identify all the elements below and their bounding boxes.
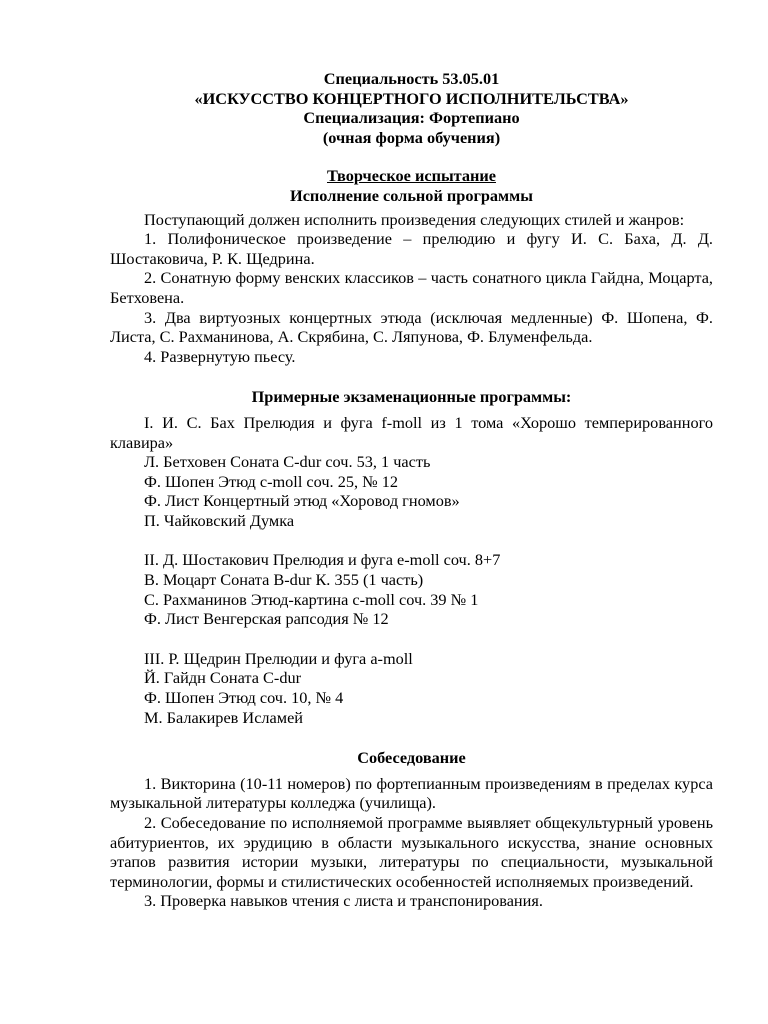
requirement-item: 4. Развернутую пьесу. [144, 346, 296, 366]
program-line: II. Д. Шостакович Прелюдия и фуга e-moll соч. 8+7 [144, 550, 501, 570]
program-title: «ИСКУССТВО КОНЦЕРТНОГО ИСПОЛНИТЕЛЬСТВА» [194, 88, 629, 108]
document-header [110, 69, 713, 147]
creative-section-title: Творческое испытание [327, 166, 496, 186]
program-line: Ф. Шопен Этюд c-moll соч. 25, № 12 [144, 471, 398, 491]
program-line: I. И. С. Бах Прелюдия и фуга f-moll из 1 тома «Хорошо темперированного клавира» [110, 412, 713, 452]
program-line: В. Моцарт Соната B-dur К. 355 (1 часть) [144, 570, 424, 590]
program-line: Л. Бетховен Соната С-dur соч. 53, 1 часть [144, 452, 431, 472]
requirement-item: 3. Два виртуозных концертных этюда (исключая медленные) Ф. Шопена, Ф. Листа, С. Рахманинова, А. Скрябина, С. Ляпунова, Ф. Блуменфельда. [110, 307, 713, 347]
creative-section-subtitle: Исполнение сольной программы [290, 185, 533, 205]
creative-section-heading [110, 166, 713, 205]
interview-item: 1. Викторина (10-11 номеров) по фортепианным произведениям в пределах курса музыкальной литературы колледжа (училища). [110, 773, 713, 813]
specialization-line: Специализация: Фортепиано [303, 108, 520, 128]
program-line: П. Чайковский Думка [144, 510, 295, 530]
program-line: С. Рахманинов Этюд-картина c-moll соч. 39 № 1 [144, 589, 479, 609]
interview-item: 2. Собеседование по исполняемой программе выявляет общекультурный уровень абитуриентов, их эрудицию в области музыкального искусства, знание основных этапов развития истории музыки, литературы по специальности, музыкальной терминологии, формы и стилистических особенностей исполняемых произведений. [110, 813, 713, 891]
study-form-line: (очная форма обучения) [322, 127, 501, 147]
specialty-line: Специальность 53.05.01 [323, 69, 500, 88]
creative-intro: Поступающий должен исполнить произведения следующих стилей и жанров: [144, 209, 685, 229]
program-line: III. Р. Щедрин Прелюдии и фуга a-moll [144, 648, 413, 668]
interview-item: 3. Проверка навыков чтения с листа и транспонирования. [144, 891, 543, 911]
program-group-3 [110, 649, 713, 727]
document-content [110, 69, 713, 911]
programs-title: Примерные экзаменационные программы: [251, 387, 572, 407]
program-line: Ф. Лист Венгерская рапсодия № 12 [144, 609, 389, 629]
program-line: Ф. Лист Концертный этюд «Хоровод гномов» [144, 491, 460, 511]
program-line: Й. Гайдн Соната С-dur [144, 668, 302, 688]
program-group-1 [110, 413, 713, 531]
program-line: Ф. Шопен Этюд соч. 10, № 4 [144, 688, 344, 708]
requirement-item: 2. Сонатную форму венских классиков – часть сонатного цикла Гайдна, Моцарта, Бетховена. [110, 268, 713, 307]
interview-items [110, 774, 713, 911]
requirement-item: 1. Полифоническое произведение – прелюдию и фугу И. С. Баха, Д. Д. Шостаковича, Р. К. Щедрина. [110, 229, 713, 268]
creative-requirements [110, 210, 713, 367]
interview-title: Собеседование [357, 748, 466, 768]
program-line: М. Балакирев Исламей [144, 707, 304, 727]
program-group-2 [110, 550, 713, 628]
